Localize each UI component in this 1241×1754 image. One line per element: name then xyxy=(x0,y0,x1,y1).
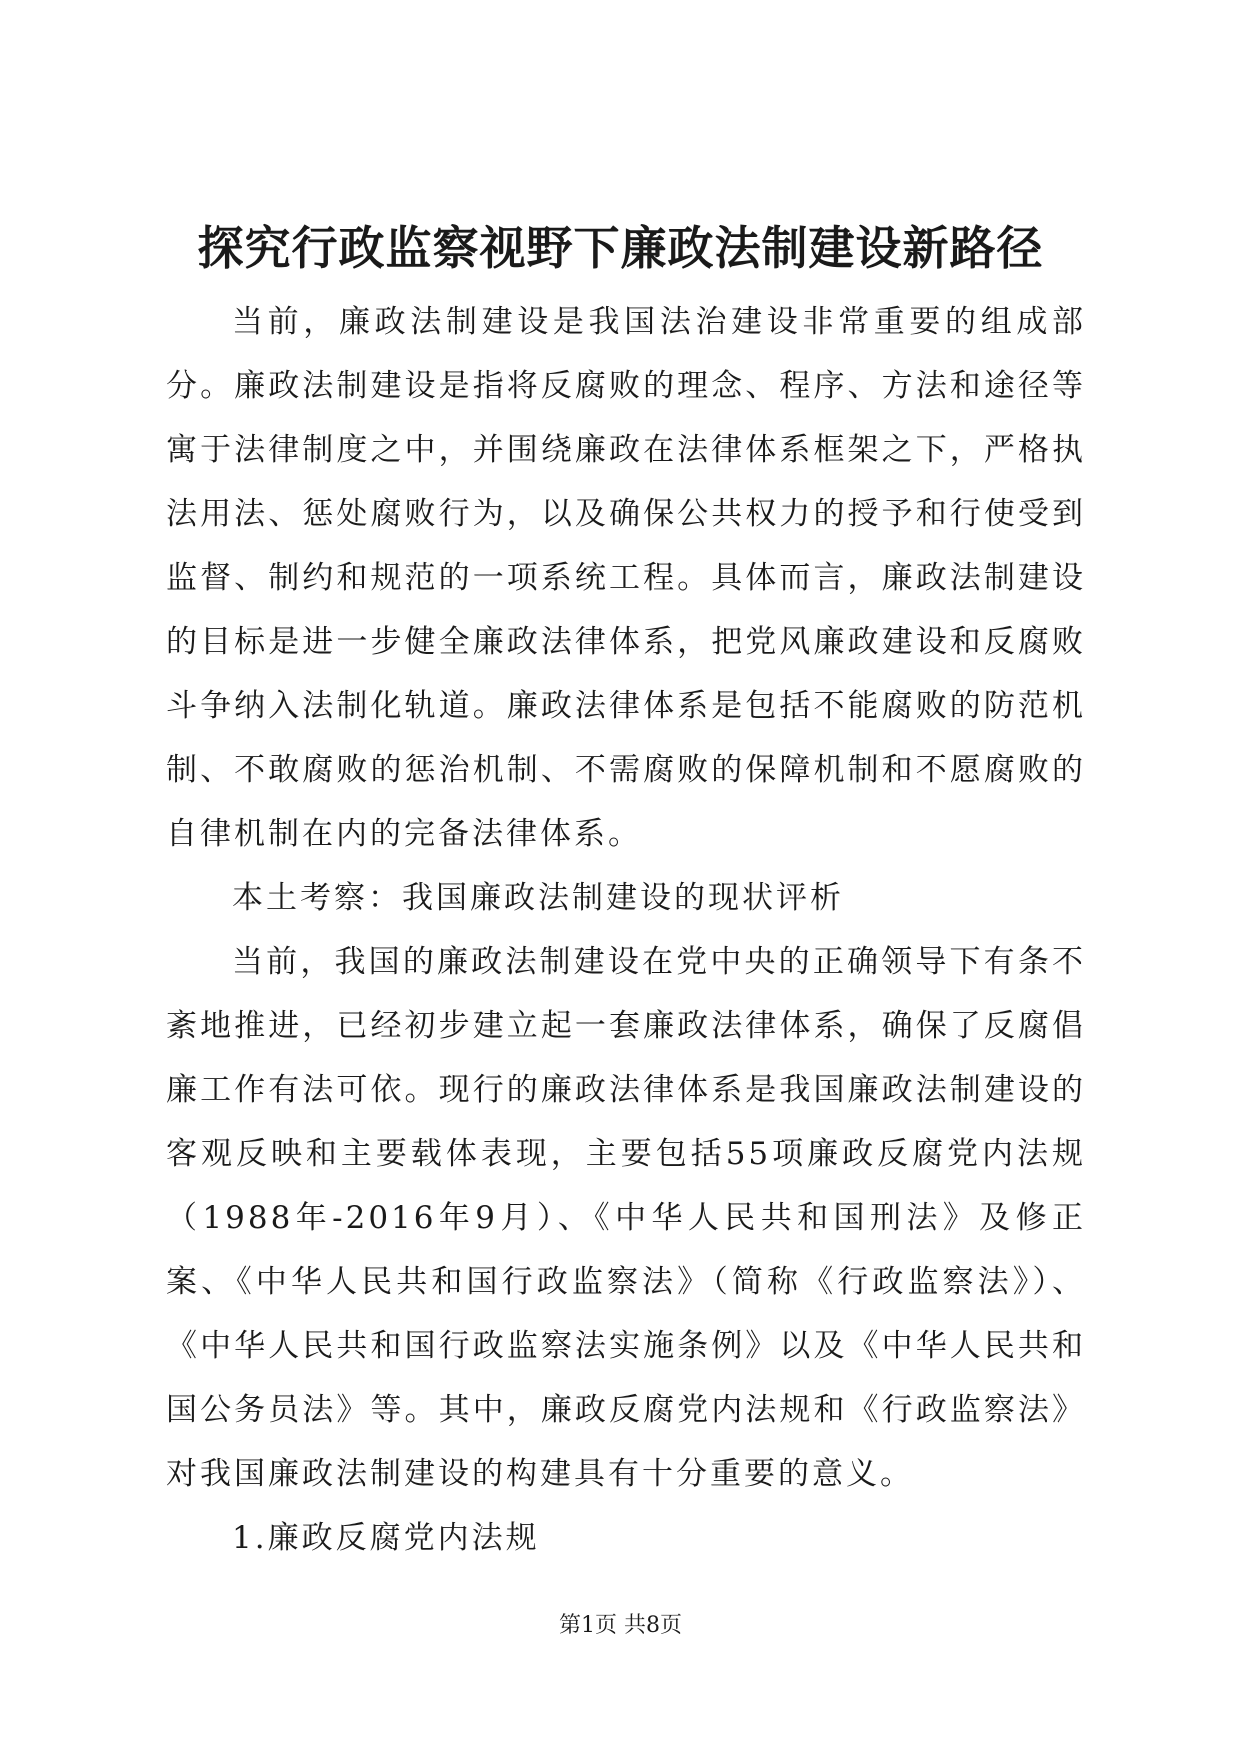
document-body xyxy=(166,290,1086,1570)
page-footer: 第1页 共8页 xyxy=(559,1613,682,1638)
document-title: 探究行政监察视野下廉政法制建设新路径 xyxy=(197,221,1044,275)
paragraph-intro: 当前，廉政法制建设是我国法治建设非常重要的组成部分。廉政法制建设是指将反腐败的理念、程序、方法和途径等寓于法律制度之中，并围绕廉政在法律体系框架之下，严格执法用法、惩处腐败行为，以及确保公共权力的授予和行使受到监督、制约和规范的一项系统工程。具体而言，廉政法制建设的目标是进一步健全廉政法律体系，把党风廉政建设和反腐败斗争纳入法制化轨道。廉政法律体系是包括不能腐败的防范机制、不敢腐败的惩治机制、不需腐败的保障机制和不愿腐败的自律机制在内的完备法律体系。 xyxy=(166,304,1086,852)
section-heading: 本土考察：我国廉政法制建设的现状评析 xyxy=(232,880,844,916)
paragraph-status: 当前，我国的廉政法制建设在党中央的正确领导下有条不紊地推进，已经初步建立起一套廉政法律体系，确保了反腐倡廉工作有法可依。现行的廉政法律体系是我国廉政法制建设的客观反映和主要载体表现，主要包括55项廉政反腐党内法规（1988年-2016年9月）、《中华人民共和国刑法》及修正案、《中华人民共和国行政监察法》（简称《行政监察法》）、《中华人民共和国行政监察法实施条例》以及《中华人民共和国公务员法》等。其中，廉政反腐党内法规和《行政监察法》对我国廉政法制建设的构建具有十分重要的意义。 xyxy=(166,944,1086,1492)
subsection-heading: 1.廉政反腐党内法规 xyxy=(232,1520,540,1556)
